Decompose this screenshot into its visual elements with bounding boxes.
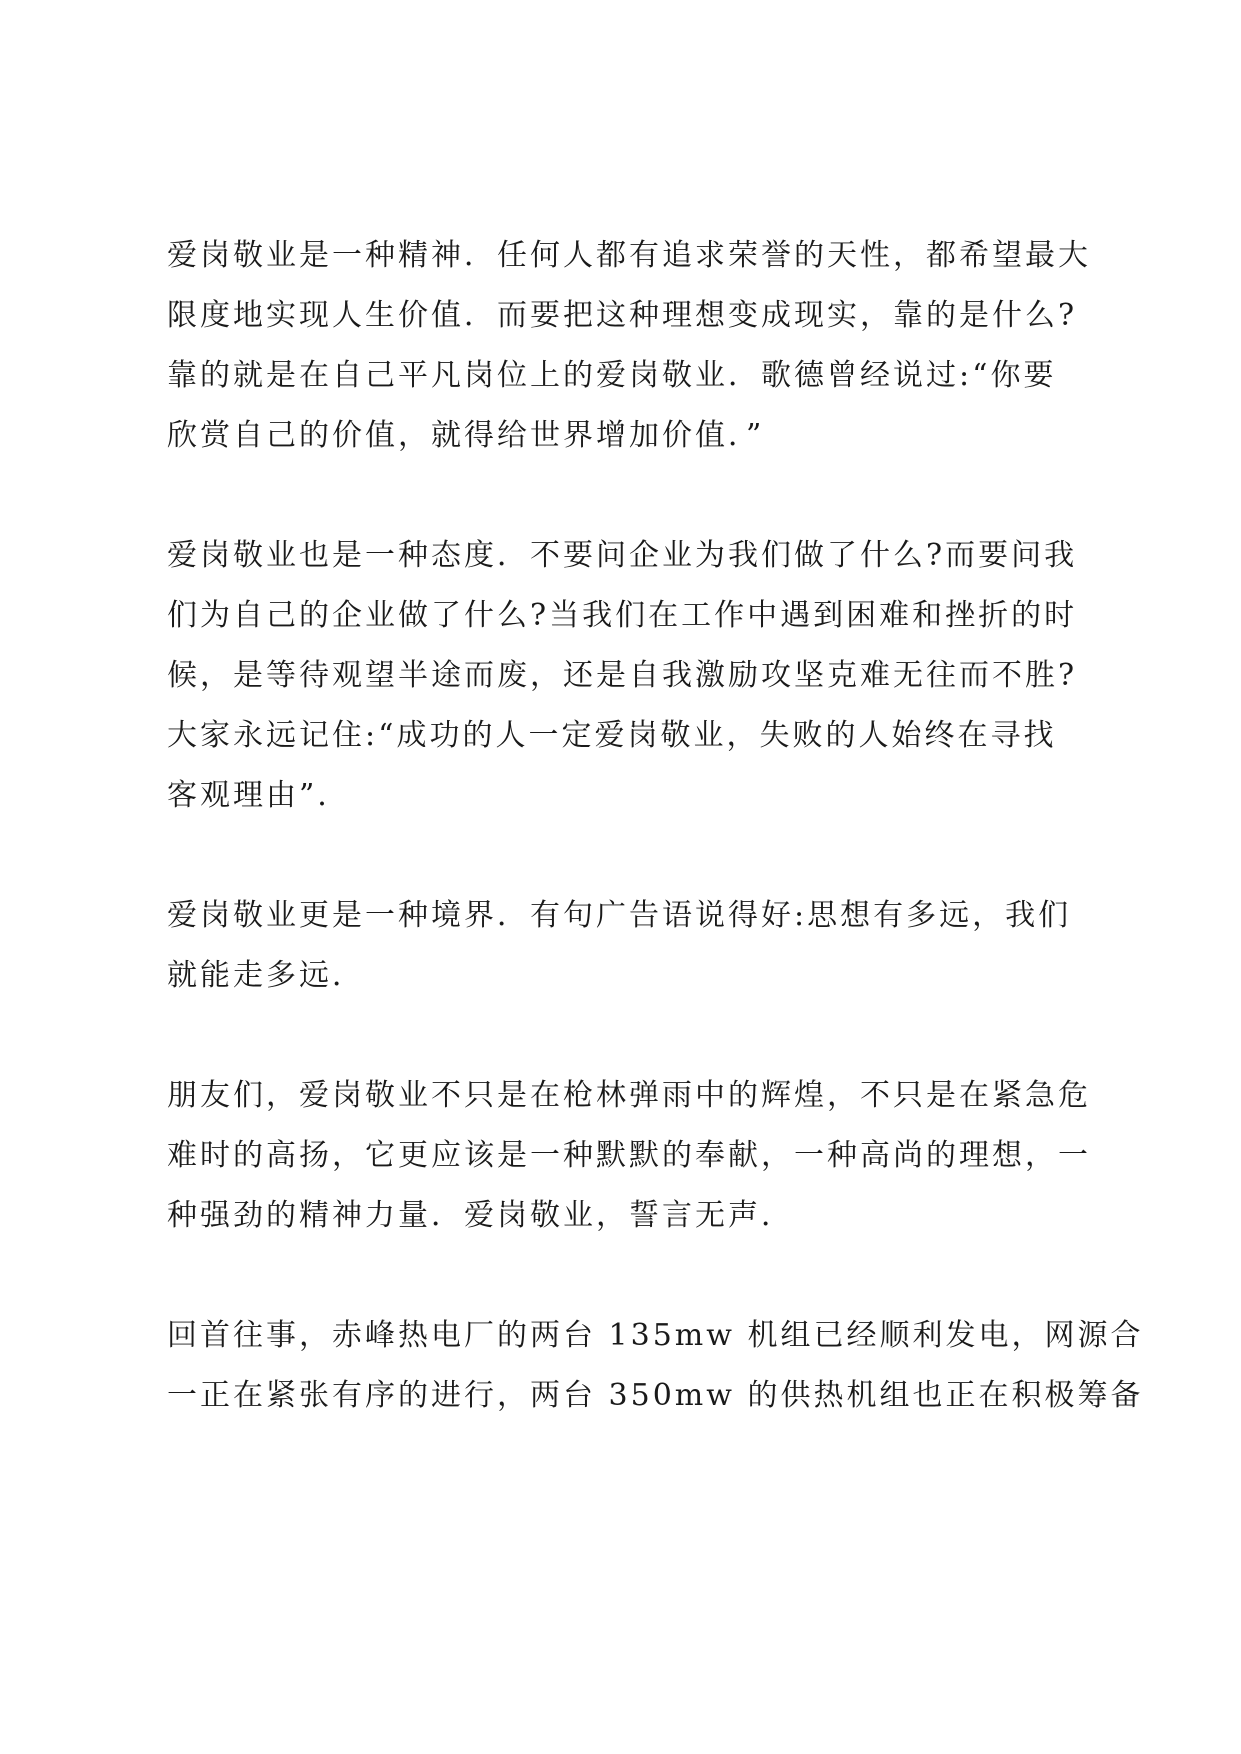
paragraph-retrospect [167, 1306, 1144, 1426]
text-line: 就能走多远． [167, 958, 365, 993]
paragraph-realm [167, 886, 1097, 1006]
paragraph-spirit [167, 226, 1097, 466]
text-line: 难时的高扬，它更应该是一种默默的奉献，一种高尚的理想，一 [167, 1138, 1091, 1173]
text-line: 朋友们，爱岗敬业不只是在枪林弹雨中的辉煌，不只是在紧急危 [167, 1078, 1091, 1113]
paragraph-friends [167, 1066, 1097, 1246]
text-line: 靠的就是在自己平凡岗位上的爱岗敬业．歌德曾经说过:“你要 [167, 358, 1057, 393]
text-line: 爱岗敬业是一种精神．任何人都有追求荣誉的天性，都希望最大 [167, 238, 1091, 273]
text-line: 爱岗敬业也是一种态度．不要问企业为我们做了什么?而要问我 [167, 538, 1078, 573]
paragraph-attitude [167, 526, 1097, 826]
text-line: 爱岗敬业更是一种境界．有句广告语说得好:思想有多远，我们 [167, 898, 1072, 933]
text-line: 欣赏自己的价值，就得给世界增加价值．” [167, 418, 765, 453]
text-line: 种强劲的精神力量．爱岗敬业，誓言无声． [167, 1198, 794, 1233]
text-line: 回首往事，赤峰热电厂的两台 135mw 机组已经顺利发电，网源合 [167, 1318, 1144, 1353]
text-line: 们为自己的企业做了什么?当我们在工作中遇到困难和挫折的时 [167, 598, 1078, 633]
document-body [167, 226, 1144, 1426]
text-line: 限度地实现人生价值．而要把这种理想变成现实，靠的是什么? [167, 298, 1078, 333]
text-line: 客观理由”． [167, 778, 351, 813]
text-line: 候，是等待观望半途而废，还是自我激励攻坚克难无往而不胜? [167, 658, 1078, 693]
text-line: 一正在紧张有序的进行，两台 350mw 的供热机组也正在积极筹备 [167, 1378, 1144, 1413]
text-line: 大家永远记住:“成功的人一定爱岗敬业，失败的人始终在寻找 [167, 718, 1057, 753]
